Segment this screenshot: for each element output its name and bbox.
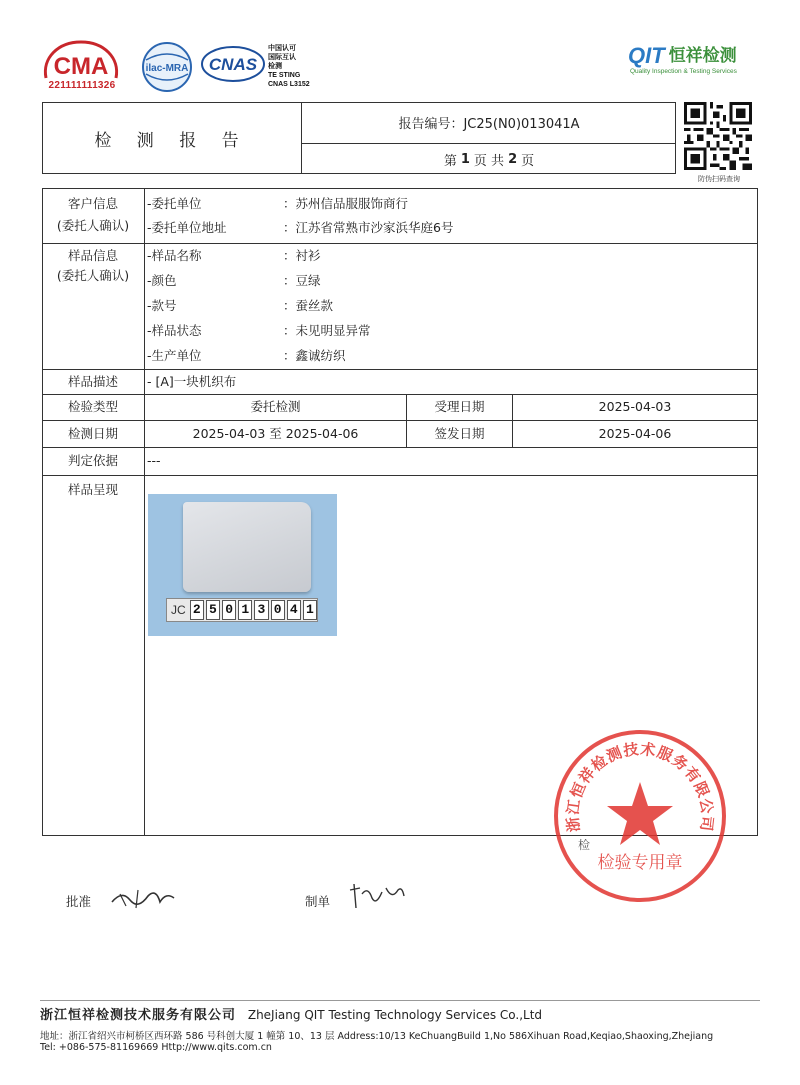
sample-desc-value: - [A]一块机织布 <box>147 374 237 389</box>
receive-date-label: 受理日期 <box>434 399 485 414</box>
sample-style-value: ：蚕丝款 <box>283 298 334 313</box>
sample-name-label: -样品名称 <box>147 248 202 263</box>
cnas-accreditation-text: 中国认可 国际互认 检测 TE STING CNAS L3152 <box>268 45 310 88</box>
manufacturer-label: -生产单位 <box>147 348 202 363</box>
sample-desc-label: 样品描述 <box>67 374 118 389</box>
page-indicator: 第 1 页 共 2 页 <box>443 151 535 169</box>
qit-logo-mark: QIT <box>628 43 665 68</box>
issue-date-value: 2025-04-06 <box>598 426 672 441</box>
footer-divider <box>40 1000 760 1001</box>
sample-status-label: -样品状态 <box>147 323 202 338</box>
client-info-sublabel: (委托人确认) <box>56 218 130 233</box>
sample-info-sublabel: (委托人确认) <box>56 268 130 283</box>
sample-photo-label: 样品呈现 <box>67 482 118 497</box>
client-address-value: ：江苏省常熟市沙家浜华庭6号 <box>283 220 454 235</box>
test-date-value: 2025-04-03 至 2025-04-06 <box>192 426 359 441</box>
receive-date-value: 2025-04-03 <box>598 399 672 414</box>
sample-color-value: ：豆绿 <box>283 273 321 288</box>
qit-slogan: Quality Inspection & Testing Services <box>630 68 737 75</box>
client-address-label: -委托单位地址 <box>147 220 227 235</box>
inspection-seal-stamp <box>552 728 728 904</box>
cnas-logo-text: CNAS <box>208 55 258 74</box>
cma-logo-text: CMA <box>53 53 109 80</box>
approver-signature <box>108 882 178 912</box>
issue-date-label: 签发日期 <box>434 426 485 441</box>
ilac-mra-logo <box>138 40 196 94</box>
sample-photo <box>148 494 337 636</box>
footer-company: 浙江恒祥检测技术服务有限公司 ZheJiang QIT Testing Technology Services Co.,Ltd <box>40 1008 543 1023</box>
cnas-logo <box>200 44 266 84</box>
svg-text:检验专用章: 检验专用章 <box>597 853 683 873</box>
qr-code-icon[interactable] <box>684 102 752 170</box>
client-info-label: 客户信息 <box>67 196 118 211</box>
sample-color-label: -颜色 <box>147 273 177 288</box>
stamp-underlying-text: 检 <box>578 838 591 852</box>
footer-address: 地址：浙江省绍兴市柯桥区西环路 586 号科创大厦 1 幢第 10、13 层 Address:10/13 KeChuangBuild 1,No 586Xihuan Road,Keqiao,Shaoxing,Zhejiang <box>40 1031 714 1042</box>
manufacturer-value: ：鑫诚纺织 <box>283 348 346 363</box>
sample-name-value: ：衬衫 <box>283 248 321 263</box>
client-unit-value: ：苏州信品服服饰商行 <box>283 196 409 211</box>
test-date-label: 检测日期 <box>67 426 118 441</box>
sample-status-value: ：未见明显异常 <box>283 323 371 338</box>
ilac-logo-text: ilac-MRA <box>145 63 189 74</box>
prepare-label: 制单 <box>305 894 331 909</box>
basis-label: 判定依据 <box>67 453 118 468</box>
svg-text:浙江恒祥检测技术服务有限公司: 浙江恒祥检测技术服务有限公司 <box>563 739 717 833</box>
sample-tag: JC 2 5 0 1 3 0 4 1 <box>166 598 318 622</box>
client-unit-label: -委托单位 <box>147 196 202 211</box>
footer-contact: Tel: +086-575-81169669 Http://www.qits.com.cn <box>40 1042 272 1053</box>
sample-style-label: -款号 <box>147 298 177 313</box>
preparer-signature <box>346 880 406 912</box>
inspect-type-label: 检验类型 <box>67 399 118 414</box>
cma-number: 221111111326 <box>48 80 116 91</box>
approve-label: 批准 <box>66 894 92 909</box>
basis-value: --- <box>147 453 161 468</box>
sample-info-label: 样品信息 <box>67 248 118 263</box>
fabric-sample-image <box>183 502 311 592</box>
report-title: 检 测 报 告 <box>42 102 302 174</box>
qit-logo-name: 恒祥检测 <box>668 46 737 66</box>
report-number: 报告编号：JC25(N0)013041A <box>302 102 676 144</box>
inspect-type-value: 委托检测 <box>250 399 301 414</box>
qr-caption: 防伪扫码查询 <box>698 175 740 183</box>
